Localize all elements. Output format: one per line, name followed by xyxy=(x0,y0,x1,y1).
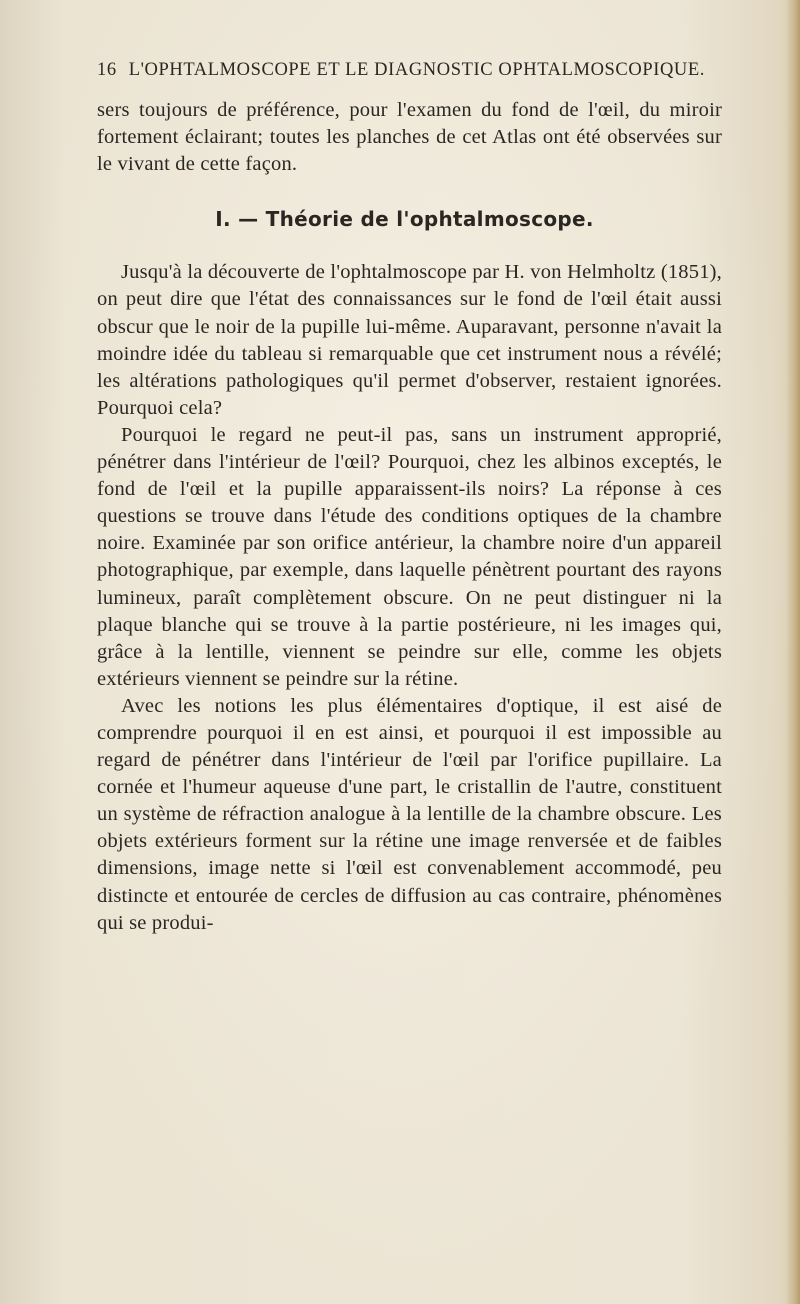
paragraph-continued: sers toujours de préférence, pour l'examen du fond de l'œil, du miroir fortement éclairant; toutes les planches de cet Atlas ont été observées sur le vivant de cette façon. xyxy=(97,99,722,176)
section-heading: I. — Théorie de l'ophtalmoscope. xyxy=(215,207,594,232)
paragraph-2: Pourquoi le regard ne peut-il pas, sans un instrument approprié, pénétrer dans l'intérieur de l'œil? Pourquoi, chez les albinos exceptés, le fond de l'œil et la pupille apparaissent-ils noirs? La réponse à ces questions se trouve dans l'étude des conditions optiques de la chambre noire. Examinée par son orifice antérieur, la chambre noire d'un appareil photographique, par exemple, dans laquelle pénètrent pourtant des rayons lumineux, paraît complètement obscure. On ne peut distinguer ni la plaque blanche qui se trouve à la partie postérieure, ni les images qui, grâce à la lentille, viennent se peindre sur elle, comme les objets extérieurs viennent se peindre sur la rétine. xyxy=(97,423,722,690)
paragraph-1: Jusqu'à la découverte de l'ophtalmoscope par H. von Helmholtz (1851), on peut dire que l'état des connaissances sur le fond de l'œil était aussi obscur que le noir de la pupille lui-même. Auparavant, personne n'avait la moindre idée du tableau si remarquable que cet instrument nous a révélé; les altérations pathologiques qu'il permet d'observer, restaient ignorées. Pourquoi cela? xyxy=(97,261,722,419)
body-text xyxy=(97,97,722,937)
running-header xyxy=(97,60,722,81)
page-number: 16 xyxy=(97,60,117,80)
page-edge-shadow xyxy=(786,0,800,1304)
running-title: L'OPHTALMOSCOPE ET LE DIAGNOSTIC OPHTALMOSCOPIQUE. xyxy=(128,60,706,80)
paragraph-3: Avec les notions les plus élémentaires d'optique, il est aisé de comprendre pourquoi il en est ainsi, et pourquoi il est impossible au regard de pénétrer dans l'intérieur de l'œil par l'orifice pupillaire. La cornée et l'humeur aqueuse d'une part, le cristallin de l'autre, constituent un système de réfraction analogue à la lentille de la chambre obscure. Les objets extérieurs forment sur la rétine une image renversée et de faibles dimensions, image nette si l'œil est convenablement accommodé, peu distincte et entourée de cercles de diffusion au cas contraire, phénomènes qui se produi- xyxy=(97,694,722,934)
